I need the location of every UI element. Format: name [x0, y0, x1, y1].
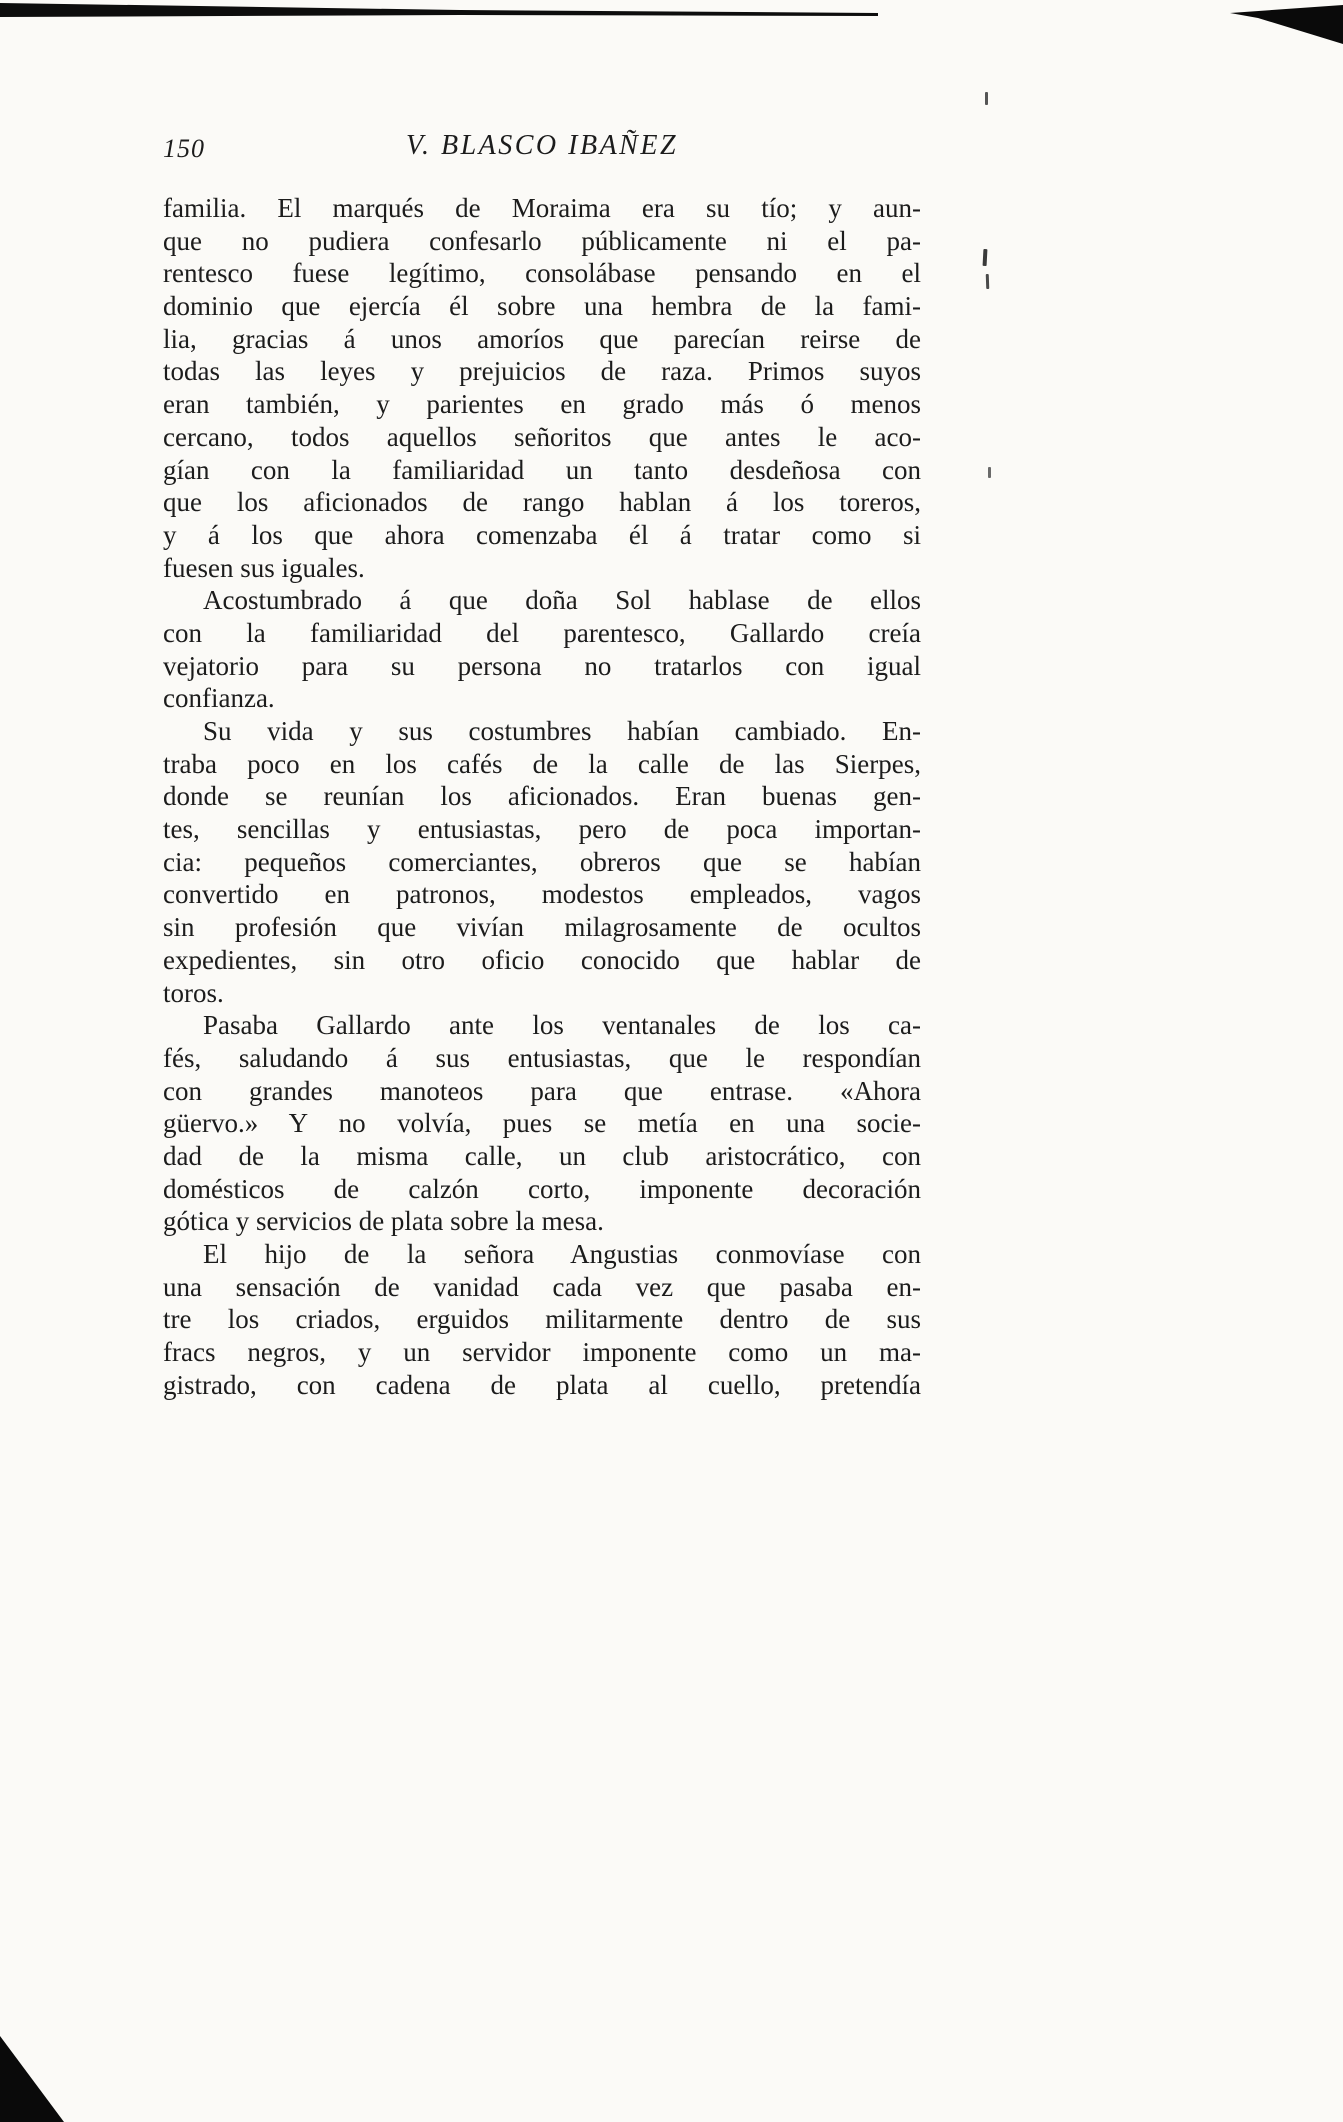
text-line: y á los que ahora comenzaba él á tratar como si: [163, 519, 921, 550]
text-line: gían con la familiaridad un tanto desdeñosa con: [163, 454, 921, 485]
page-number: 150: [163, 134, 205, 163]
text-line: güervo.» Y no volvía, pues se metía en una socie-: [163, 1108, 921, 1139]
text-line: cercano, todos aquellos señoritos que antes le aco-: [163, 421, 921, 452]
text-line: gótica y servicios de plata sobre la mesa.: [163, 1206, 604, 1237]
text-line: dad de la misma calle, un club aristocrático, con: [163, 1140, 921, 1171]
text-line: gistrado, con cadena de plata al cuello, pretendía: [163, 1369, 921, 1400]
text-line: tre los criados, erguidos militarmente dentro de sus: [163, 1304, 921, 1335]
running-head: [163, 130, 921, 172]
paragraph: [163, 192, 921, 584]
text-line: tes, sencillas y entusiastas, pero de poca importan-: [163, 814, 921, 845]
text-line: dominio que ejercía él sobre una hembra de la fami-: [163, 291, 921, 322]
text-line: El hijo de la señora Angustias conmovíase con: [203, 1239, 921, 1269]
text-line: rentesco fuese legítimo, consolábase pensando en el: [163, 258, 921, 289]
text-line: Pasaba Gallardo ante los ventanales de los ca-: [203, 1010, 921, 1041]
text-line: vejatorio para su persona no tratarlos con igual: [163, 650, 921, 681]
paragraph: [163, 1009, 921, 1238]
paragraph: [163, 715, 921, 1009]
text-line: Acostumbrado á que doña Sol hablase de ellos: [203, 585, 921, 616]
text-line: una sensación de vanidad cada vez que pasaba en-: [163, 1271, 921, 1302]
scan-artifact-bottom-left-wedge: [0, 2036, 64, 2122]
text-line: eran también, y parientes en grado más ó menos: [163, 389, 921, 420]
text-line: domésticos de calzón corto, imponente decoración: [163, 1173, 921, 1204]
text-line: todas las leyes y prejuicios de raza. Primos suyos: [163, 356, 921, 387]
text-line: fés, saludando á sus entusiastas, que le respondían: [163, 1042, 921, 1073]
text-line: expedientes, sin otro oficio conocido que hablar de: [163, 944, 921, 975]
text-line: que los aficionados de rango hablan á los toreros,: [163, 487, 921, 518]
paragraph: [163, 584, 921, 715]
text-line: lia, gracias á unos amoríos que parecían reirse de: [163, 323, 921, 354]
text-line: Su vida y sus costumbres habían cambiado. En-: [203, 716, 921, 746]
scan-artifact-top-right-wedge: [1230, 5, 1343, 44]
text-line: donde se reunían los aficionados. Eran buenas gen-: [163, 781, 921, 812]
text-line: toros.: [163, 977, 224, 1008]
running-title: V. BLASCO IBAÑEZ: [405, 130, 679, 161]
paragraph: [163, 1238, 921, 1401]
text-line: familia. El marqués de Moraima era su tío; y aun-: [163, 193, 921, 223]
text-line: que no pudiera confesarlo públicamente ni el pa-: [163, 225, 921, 256]
stray-mark: [985, 92, 988, 105]
text-line: cia: pequeños comerciantes, obreros que se habían: [163, 846, 921, 877]
stray-mark: [986, 274, 990, 289]
stray-mark: [983, 249, 988, 266]
text-line: con grandes manoteos para que entrase. «Ahora: [163, 1075, 921, 1106]
stray-mark: [988, 467, 991, 478]
text-line: confianza.: [163, 683, 275, 714]
page-text: [163, 192, 921, 1401]
text-line: sin profesión que vivían milagrosamente de ocultos: [163, 912, 921, 943]
text-line: convertido en patronos, modestos empleados, vagos: [163, 879, 921, 910]
text-line: con la familiaridad del parentesco, Gallardo creía: [163, 617, 921, 648]
scan-artifact-top-rule: [0, 3, 878, 17]
text-line: traba poco en los cafés de la calle de las Sierpes,: [163, 748, 921, 779]
text-line: fuesen sus iguales.: [163, 552, 365, 583]
text-line: fracs negros, y un servidor imponente como un ma-: [163, 1337, 921, 1368]
